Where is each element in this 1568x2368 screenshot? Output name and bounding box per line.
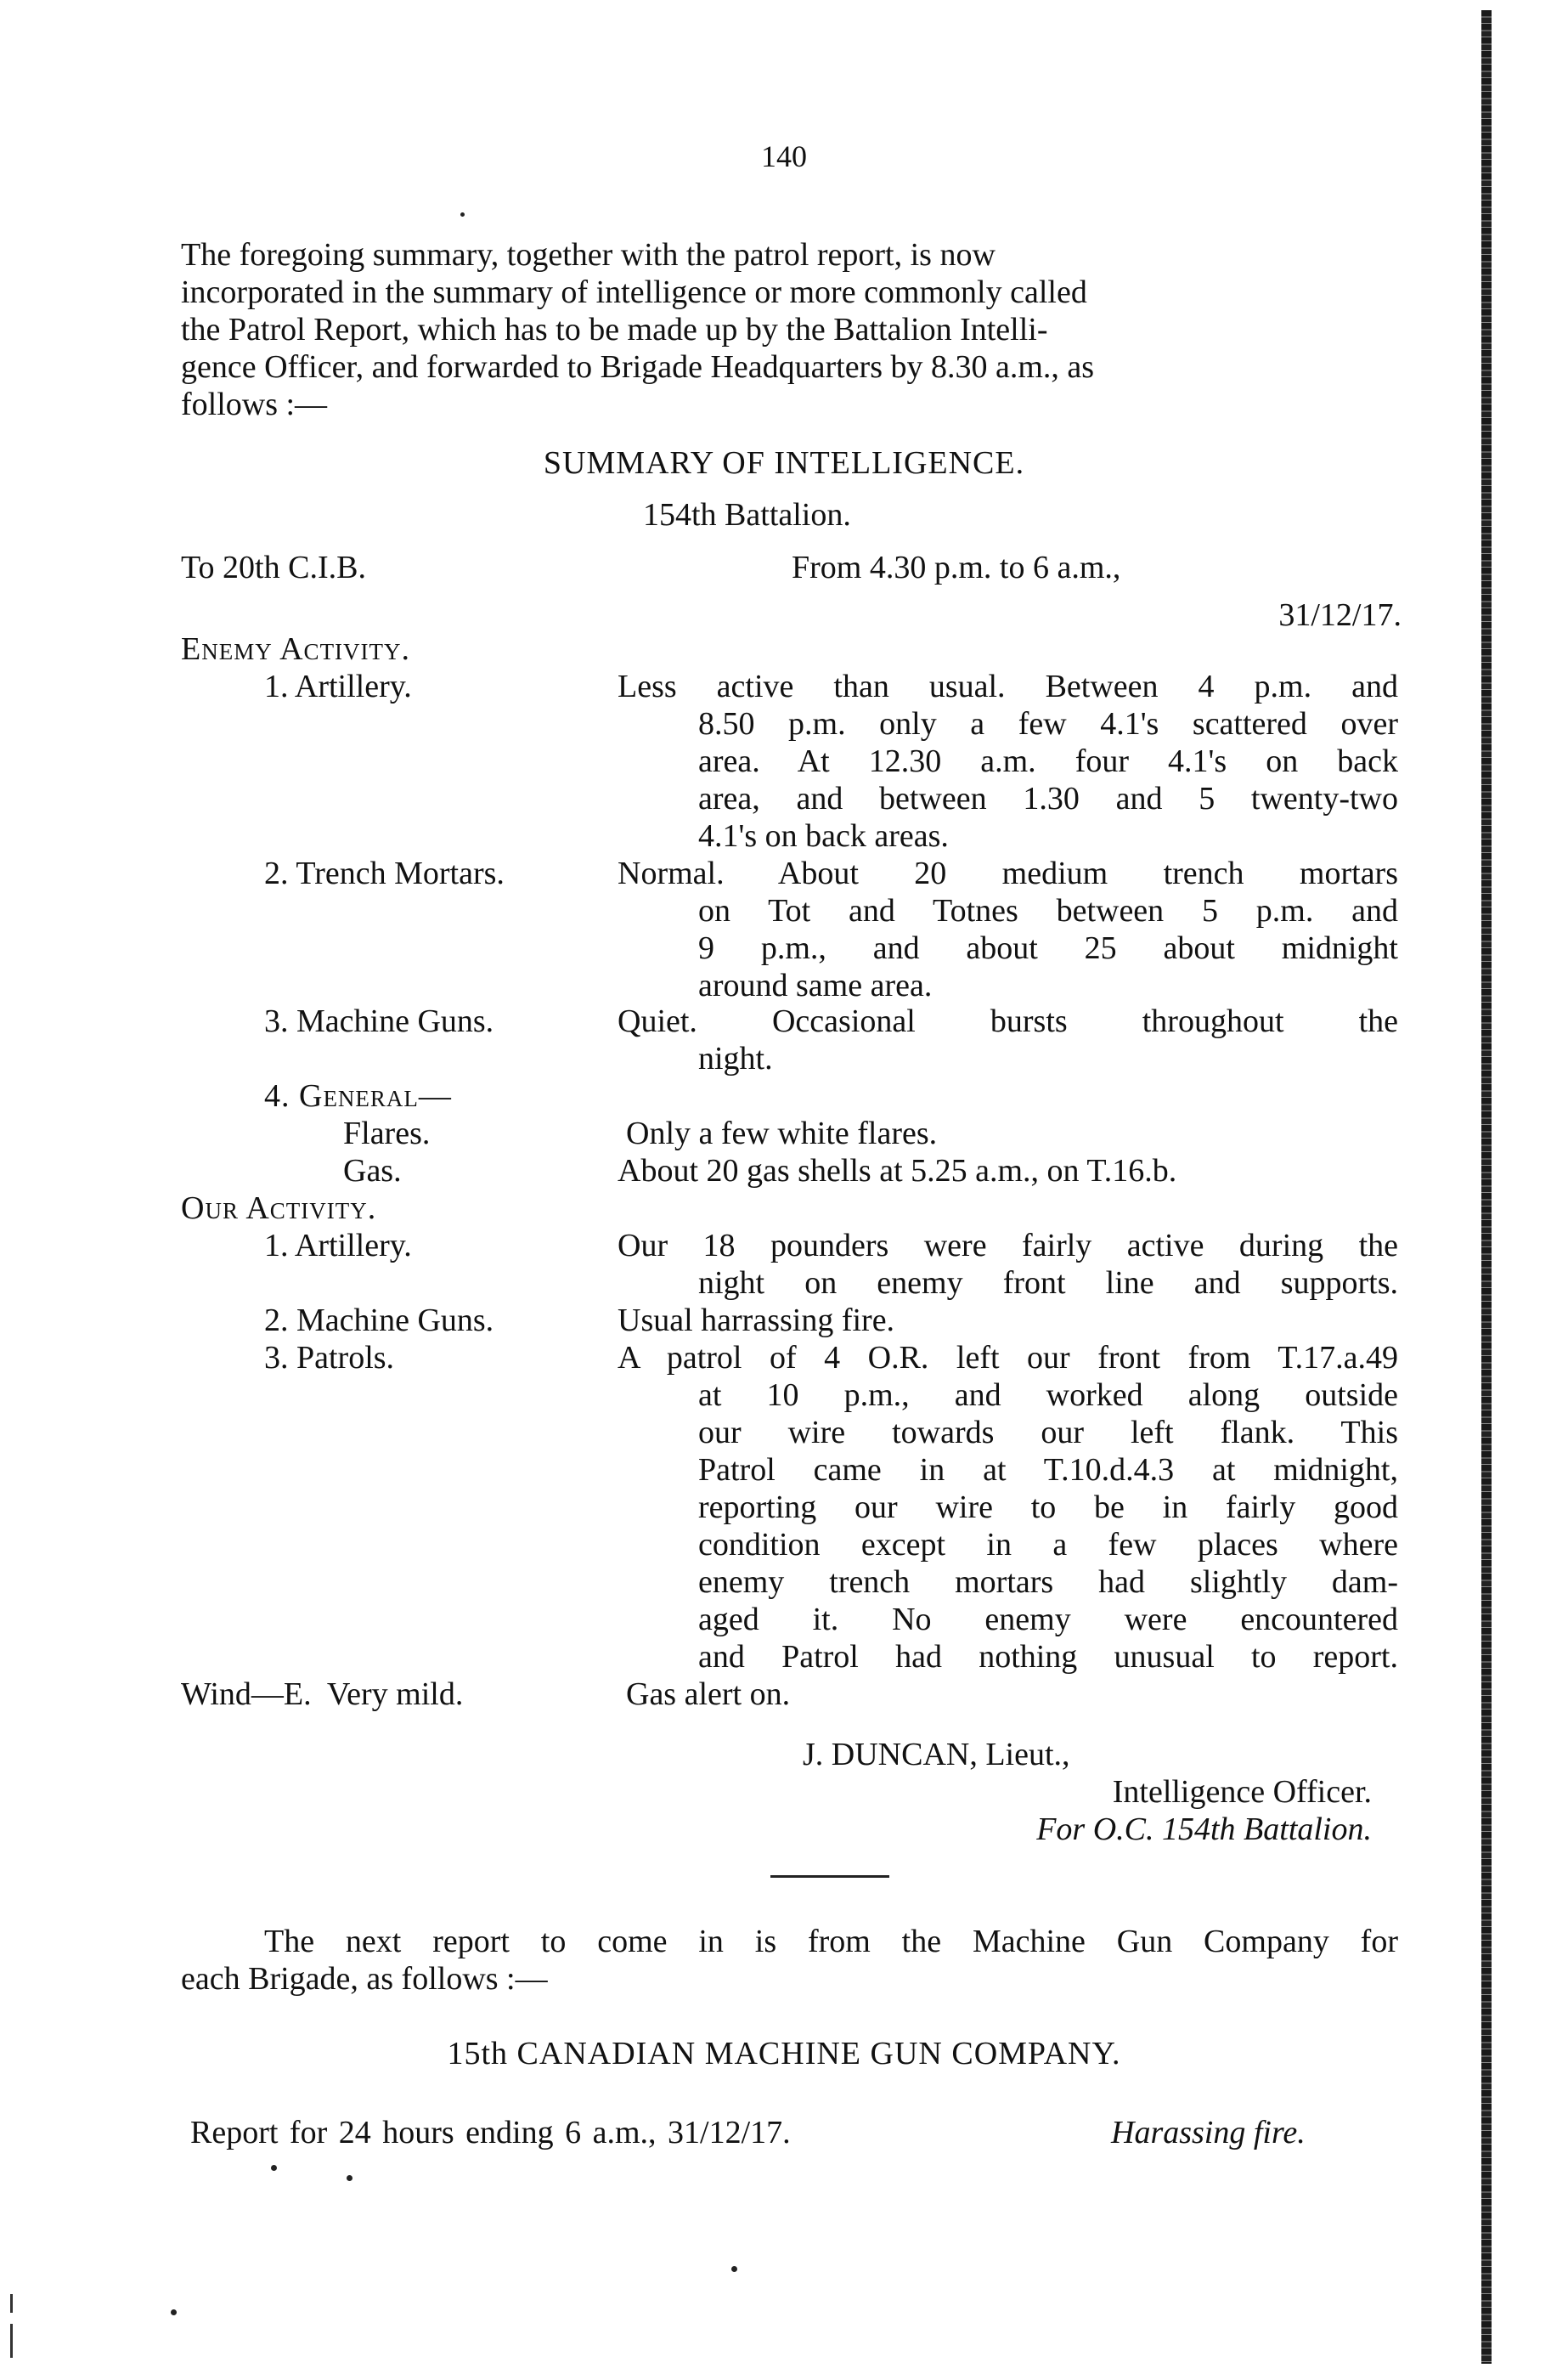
- intro-line-4: gence Officer, and forwarded to Brigade Headquarters by 8.30 a.m., as: [181, 349, 1095, 385]
- mg-company-title: 15th CANADIAN MACHINE GUN COMPANY.: [447, 2036, 1121, 2071]
- our-artillery-label: 1. Artillery.: [264, 1228, 412, 1263]
- wind-label: Wind—E. Very mild.: [181, 1676, 464, 1712]
- report-line-right: Harassing fire.: [1111, 2115, 1306, 2150]
- enemy-gas-label: Gas.: [343, 1153, 402, 1189]
- our-patrols-text-1: A patrol of 4 O.R. left our front from T.17.a.49: [618, 1340, 1398, 1376]
- our-patrols-text-8: aged it. No enemy were encountered: [698, 1602, 1398, 1637]
- our-patrols-text-9: and Patrol had nothing unusual to report.: [698, 1639, 1398, 1675]
- scan-mark: [10, 2294, 13, 2313]
- signature-name: J. DUNCAN, Lieut.,: [803, 1737, 1070, 1772]
- our-patrols-text-5: reporting our wire to be in fairly good: [698, 1489, 1398, 1525]
- enemy-artillery-text-4: area, and between 1.30 and 5 twenty-two: [698, 781, 1398, 817]
- scan-speck: [460, 212, 465, 217]
- scan-speck: [271, 2165, 277, 2171]
- signature-role: Intelligence Officer.: [1112, 1774, 1372, 1810]
- scan-edge-bar: [1481, 10, 1492, 2364]
- scan-mark: [10, 2324, 13, 2358]
- scan-speck: [171, 2309, 177, 2315]
- enemy-flares-label: Flares.: [343, 1116, 431, 1151]
- our-artillery-text-1: Our 18 pounders were fairly active during the: [618, 1228, 1398, 1263]
- enemy-artillery-label: 1. Artillery.: [264, 669, 412, 704]
- intro-line-5: follows :—: [181, 387, 328, 422]
- battalion-name: 154th Battalion.: [643, 497, 851, 533]
- summary-date: 31/12/17.: [1278, 597, 1402, 633]
- enemy-general-label: 4. General—: [264, 1078, 452, 1114]
- enemy-mg-text-1: Quiet. Occasional bursts throughout the: [618, 1003, 1398, 1039]
- scan-speck: [731, 2266, 737, 2272]
- our-artillery-text-2: night on enemy front line and supports.: [698, 1265, 1398, 1301]
- section-divider: [770, 1875, 889, 1878]
- report-line-left: Report for 24 hours ending 6 a.m., 31/12/17.: [190, 2115, 791, 2150]
- enemy-mg-text-2: night.: [698, 1041, 773, 1077]
- enemy-artillery-text-2: 8.50 p.m. only a few 4.1's scattered over: [698, 706, 1398, 742]
- our-patrols-label: 3. Patrols.: [264, 1340, 395, 1376]
- next-line-2: each Brigade, as follows :—: [181, 1961, 548, 1997]
- summary-title: SUMMARY OF INTELLIGENCE.: [543, 445, 1025, 481]
- our-patrols-text-3: our wire towards our left flank. This: [698, 1415, 1398, 1450]
- our-patrols-text-4: Patrol came in at T.10.d.4.3 at midnight,: [698, 1452, 1398, 1488]
- enemy-gas-text: About 20 gas shells at 5.25 a.m., on T.16.b.: [618, 1153, 1177, 1189]
- scan-speck: [347, 2175, 353, 2181]
- enemy-mg-label: 3. Machine Guns.: [264, 1003, 494, 1039]
- our-patrols-text-6: condition except in a few places where: [698, 1527, 1398, 1563]
- summary-recipient: To 20th C.I.B.: [181, 550, 366, 585]
- enemy-mortars-text-2: on Tot and Totnes between 5 p.m. and: [698, 893, 1398, 929]
- enemy-flares-text: Only a few white flares.: [626, 1116, 938, 1151]
- intro-line-3: the Patrol Report, which has to be made up by the Battalion Intelli-: [181, 312, 1048, 348]
- page-number: 140: [761, 139, 807, 173]
- enemy-mortars-label: 2. Trench Mortars.: [264, 856, 505, 891]
- enemy-activity-heading: Enemy Activity.: [181, 631, 411, 667]
- intro-line-1: The foregoing summary, together with the patrol report, is now: [181, 237, 996, 273]
- our-patrols-text-7: enemy trench mortars had slightly dam-: [698, 1564, 1398, 1600]
- summary-period: From 4.30 p.m. to 6 a.m.,: [792, 550, 1121, 585]
- our-mg-label: 2. Machine Guns.: [264, 1303, 494, 1338]
- next-line-1: The next report to come in is from the Machine Gun Company for: [264, 1924, 1398, 1959]
- signature-for: For O.C. 154th Battalion.: [1036, 1811, 1372, 1847]
- intro-line-2: incorporated in the summary of intelligence or more commonly called: [181, 274, 1087, 310]
- enemy-artillery-text-1: Less active than usual. Between 4 p.m. and: [618, 669, 1398, 704]
- enemy-artillery-text-3: area. At 12.30 a.m. four 4.1's on back: [698, 743, 1398, 779]
- our-activity-heading: Our Activity.: [181, 1190, 377, 1226]
- our-patrols-text-2: at 10 p.m., and worked along outside: [698, 1377, 1398, 1413]
- our-mg-text: Usual harrassing fire.: [618, 1303, 895, 1338]
- enemy-mortars-text-1: Normal. About 20 medium trench mortars: [618, 856, 1398, 891]
- enemy-artillery-text-5: 4.1's on back areas.: [698, 818, 949, 854]
- enemy-mortars-text-3: 9 p.m., and about 25 about midnight: [698, 930, 1398, 966]
- wind-text: Gas alert on.: [626, 1676, 791, 1712]
- enemy-mortars-text-4: around same area.: [698, 968, 933, 1003]
